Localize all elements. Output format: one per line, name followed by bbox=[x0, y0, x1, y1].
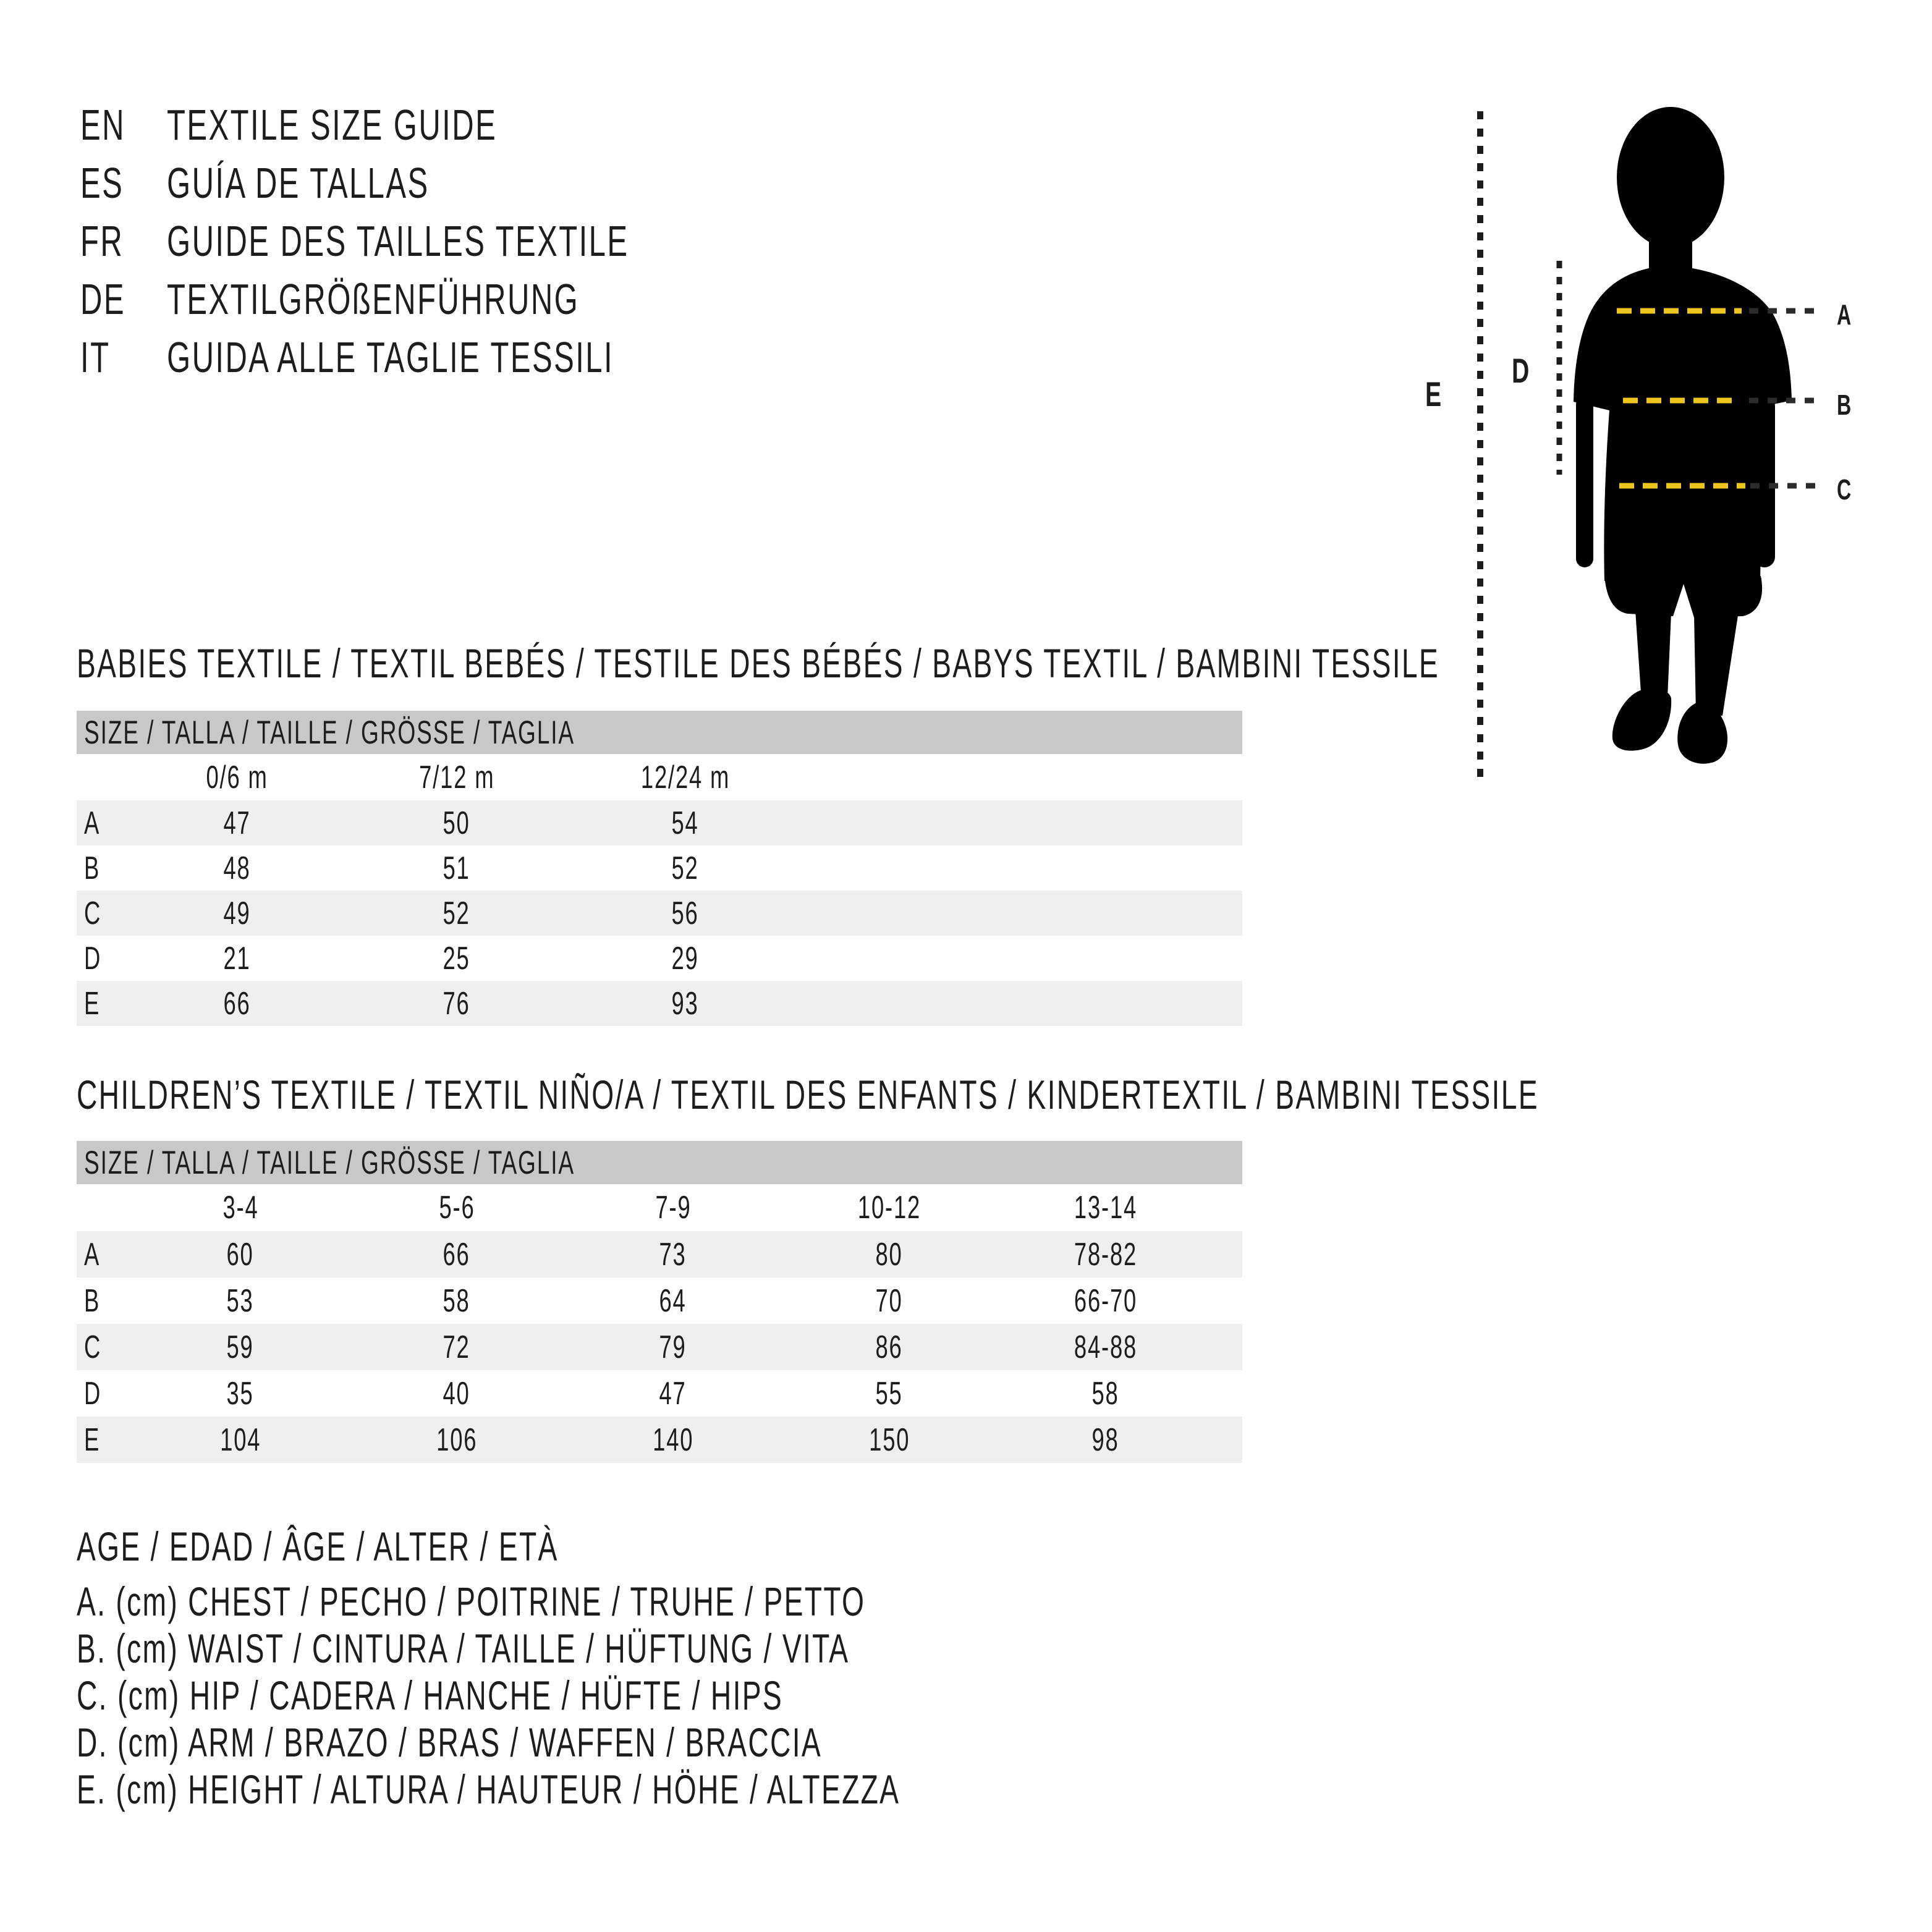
legend-age-line bbox=[77, 1522, 765, 1571]
babies-size-table bbox=[77, 711, 1242, 1026]
language-code: FR bbox=[80, 217, 124, 265]
size-value: 55 bbox=[875, 1375, 904, 1412]
column-header: 13-14 bbox=[1074, 1190, 1138, 1226]
size-value: 84-88 bbox=[1074, 1329, 1138, 1365]
size-value: 50 bbox=[443, 805, 471, 841]
children-size-header-bar bbox=[77, 1141, 1242, 1184]
legend-item-hip bbox=[77, 1672, 1253, 1719]
size-value: 53 bbox=[226, 1282, 255, 1319]
row-label: A bbox=[84, 805, 101, 841]
size-value: 29 bbox=[671, 940, 700, 977]
language-code: EN bbox=[80, 101, 125, 149]
table-row bbox=[77, 800, 1242, 845]
size-value: 76 bbox=[443, 985, 471, 1022]
size-value: 47 bbox=[223, 805, 252, 841]
measurement-legend bbox=[77, 1578, 1253, 1813]
babies-column-header-row bbox=[77, 754, 1242, 800]
row-label: C bbox=[84, 895, 102, 931]
size-value: 56 bbox=[671, 895, 700, 931]
language-title: GUIDA ALLE TAGLIE TESSILI bbox=[167, 333, 614, 381]
size-value: 93 bbox=[671, 985, 700, 1022]
size-value: 51 bbox=[443, 850, 471, 886]
language-title: GUÍA DE TALLAS bbox=[167, 159, 430, 207]
column-header: 3-4 bbox=[222, 1190, 259, 1226]
legend-item-text: C. (cm) HIP / CADERA / HANCHE / HÜFTE / HIPS bbox=[77, 1672, 783, 1718]
table-row bbox=[77, 845, 1242, 891]
measure-label-d: D bbox=[1512, 351, 1531, 390]
size-value: 72 bbox=[443, 1329, 471, 1365]
size-value: 104 bbox=[219, 1421, 261, 1458]
children-column-header-row bbox=[77, 1184, 1242, 1231]
legend-item-waist bbox=[77, 1625, 1253, 1672]
legend-item-text: E. (cm) HEIGHT / ALTURA / HAUTEUR / HÖHE / ALTEZZA bbox=[77, 1766, 900, 1812]
size-value: 48 bbox=[223, 850, 252, 886]
size-header-text: SIZE / TALLA / TAILLE / GRÖSSE / TAGLIA bbox=[84, 1144, 575, 1181]
table-row bbox=[77, 891, 1242, 936]
language-row-it bbox=[80, 328, 827, 386]
column-header: 7-9 bbox=[655, 1190, 692, 1226]
table-row bbox=[77, 1417, 1242, 1463]
child-silhouette-diagram bbox=[1421, 87, 1932, 810]
size-value: 140 bbox=[652, 1421, 694, 1458]
size-value: 25 bbox=[443, 940, 471, 977]
row-label: B bbox=[84, 1282, 101, 1319]
size-value: 35 bbox=[226, 1375, 255, 1412]
column-header: 7/12 m bbox=[418, 759, 495, 795]
size-value: 40 bbox=[443, 1375, 471, 1412]
size-value: 21 bbox=[223, 940, 252, 977]
column-header: 0/6 m bbox=[206, 759, 269, 795]
babies-section-heading bbox=[77, 638, 1932, 688]
table-row bbox=[77, 1370, 1242, 1417]
legend-age-text: AGE / EDAD / ÂGE / ALTER / ETÀ bbox=[77, 1523, 559, 1569]
size-value: 78-82 bbox=[1074, 1236, 1138, 1273]
size-header-text: SIZE / TALLA / TAILLE / GRÖSSE / TAGLIA bbox=[84, 714, 575, 751]
language-code: IT bbox=[80, 333, 111, 381]
size-value: 64 bbox=[659, 1282, 687, 1319]
size-value: 86 bbox=[875, 1329, 904, 1365]
size-value: 49 bbox=[223, 895, 252, 931]
children-heading-text: CHILDREN’S TEXTILE / TEXTIL NIÑO/A / TEXTIL DES ENFANTS / KINDERTEXTIL / BAMBINI TESSILE bbox=[77, 1072, 1539, 1117]
table-row bbox=[77, 936, 1242, 981]
legend-item-text: B. (cm) WAIST / CINTURA / TAILLE / HÜFTUNG / VITA bbox=[77, 1625, 850, 1671]
size-value: 79 bbox=[659, 1329, 687, 1365]
language-title-list bbox=[80, 96, 827, 386]
column-header: 5-6 bbox=[438, 1190, 475, 1226]
size-value: 98 bbox=[1091, 1421, 1120, 1458]
size-value: 60 bbox=[226, 1236, 255, 1273]
table-row bbox=[77, 1324, 1242, 1370]
size-value: 54 bbox=[671, 805, 700, 841]
measure-label-e: E bbox=[1425, 375, 1443, 413]
babies-heading-text: BABIES TEXTILE / TEXTIL BEBÉS / TESTILE DES BÉBÉS / BABYS TEXTIL / BAMBINI TESSILE bbox=[77, 640, 1440, 686]
size-value: 66 bbox=[443, 1236, 471, 1273]
size-value: 150 bbox=[868, 1421, 910, 1458]
size-value: 58 bbox=[1091, 1375, 1120, 1412]
measure-label-a: A bbox=[1837, 299, 1852, 331]
size-value: 47 bbox=[659, 1375, 687, 1412]
language-row-fr bbox=[80, 212, 827, 270]
table-row bbox=[77, 1231, 1242, 1277]
size-value: 70 bbox=[875, 1282, 904, 1319]
row-label: D bbox=[84, 1375, 102, 1412]
legend-item-arm bbox=[77, 1719, 1253, 1766]
legend-item-chest bbox=[77, 1578, 1253, 1625]
size-value: 80 bbox=[875, 1236, 904, 1273]
language-row-es bbox=[80, 154, 827, 212]
measure-label-c: C bbox=[1837, 473, 1852, 506]
size-value: 52 bbox=[443, 895, 471, 931]
column-header: 10-12 bbox=[857, 1190, 922, 1226]
row-label: B bbox=[84, 850, 101, 886]
size-value: 73 bbox=[659, 1236, 687, 1273]
children-size-table bbox=[77, 1141, 1242, 1463]
language-row-en bbox=[80, 96, 827, 154]
row-label: D bbox=[84, 940, 102, 977]
language-title: TEXTILGRÖßENFÜHRUNG bbox=[167, 275, 580, 323]
column-header: 12/24 m bbox=[640, 759, 731, 795]
size-value: 66 bbox=[223, 985, 252, 1022]
language-title: TEXTILE SIZE GUIDE bbox=[167, 101, 498, 149]
size-value: 106 bbox=[436, 1421, 478, 1458]
size-value: 66-70 bbox=[1074, 1282, 1138, 1319]
babies-size-header-bar bbox=[77, 711, 1242, 754]
language-title: GUIDE DES TAILLES TEXTILE bbox=[167, 217, 629, 265]
legend-item-text: D. (cm) ARM / BRAZO / BRAS / WAFFEN / BRACCIA bbox=[77, 1719, 822, 1765]
language-code: ES bbox=[80, 159, 124, 207]
row-label: E bbox=[84, 1421, 101, 1458]
row-label: A bbox=[84, 1236, 101, 1273]
row-label: C bbox=[84, 1329, 102, 1365]
row-label: E bbox=[84, 985, 101, 1022]
legend-item-text: A. (cm) CHEST / PECHO / POITRINE / TRUHE / PETTO bbox=[77, 1578, 866, 1624]
language-code: DE bbox=[80, 275, 125, 323]
measure-label-b: B bbox=[1837, 389, 1852, 421]
children-section-heading bbox=[77, 1070, 1932, 1119]
table-row bbox=[77, 1277, 1242, 1324]
legend-item-height bbox=[77, 1766, 1253, 1813]
size-value: 58 bbox=[443, 1282, 471, 1319]
language-row-de bbox=[80, 270, 827, 328]
size-value: 59 bbox=[226, 1329, 255, 1365]
table-row bbox=[77, 981, 1242, 1026]
size-value: 52 bbox=[671, 850, 700, 886]
